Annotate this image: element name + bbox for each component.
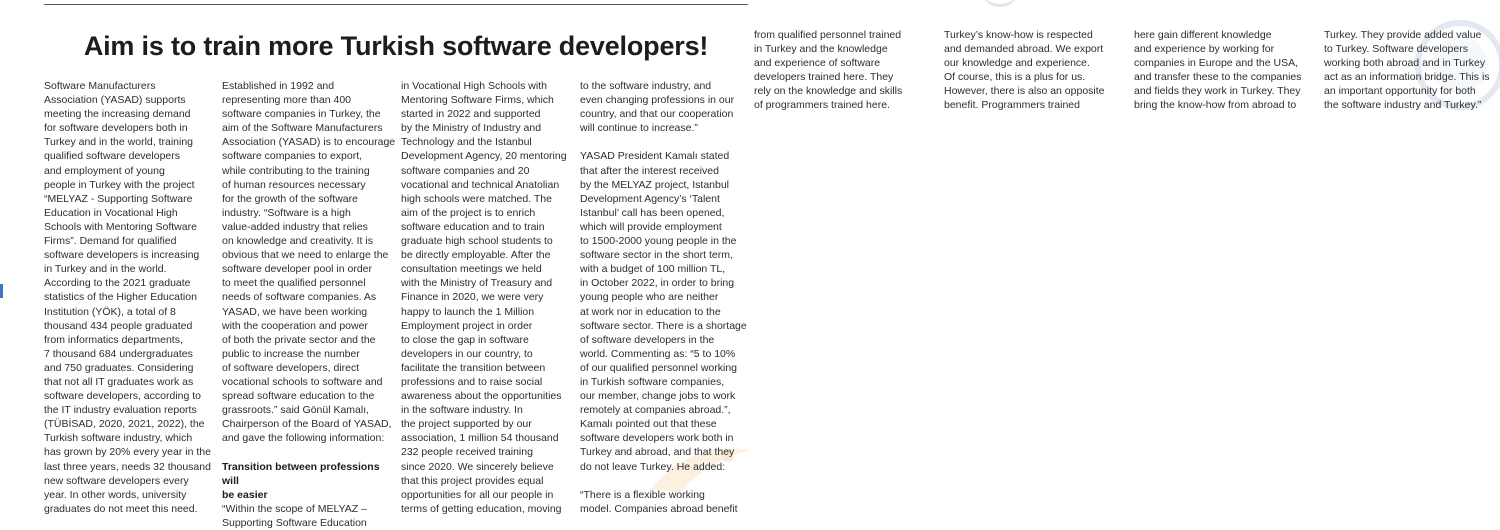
article-paragraph: Turkey. They provide added value to Turkey. Software developers working both abroad and in Turkey act as an information bridge. This is an important opportunity for both the software industry and Turkey.” xyxy=(1324,29,1490,112)
article-column-6 xyxy=(944,28,1124,128)
article-column-5 xyxy=(754,28,934,128)
article-headline: Aim is to train more Turkish software developers! xyxy=(83,31,709,61)
decorative-arc xyxy=(980,0,1020,7)
article-subheading: Transition between professions will be easier xyxy=(222,460,380,501)
article-paragraph: “Within the scope of MELYAZ – Supporting Software Education xyxy=(222,502,367,529)
paragraph-spacer xyxy=(580,135,748,149)
article-column-8 xyxy=(1324,28,1500,128)
paragraph-spacer xyxy=(580,474,748,488)
article-paragraph: Established in 1992 and representing more than 400 software companies in Turkey, the aim of the Software Manufacturers Association (YASAD) is to encourage software companies to export, while contributing to the training of human resources necessary for the growth of the software industry. “Software is a high value-added industry that relies on knowledge and creativity. It is obvious that we need to enlarge the software developer pool in order to meet the qualified personnel needs of software companies. As YASAD, we have been working with the cooperation and power of both the private sector and the public to increase the number of software developers, direct vocational schools to software and spread software education to the grassroots.” said Gönül Kamalı, Chairperson of the Board of YASAD, and gave the following information: xyxy=(222,80,396,445)
article-column-4 xyxy=(580,79,748,519)
article-paragraph: “There is a flexible working model. Companies abroad benefit xyxy=(580,488,738,515)
article-paragraph: Turkey’s know-how is respected and demanded abroad. We export our knowledge and experience. Of course, this is a plus for us. However, there is also an opposite benefit. Programmers trained xyxy=(944,29,1105,112)
article-paragraph: YASAD President Kamalı stated that after the interest received by the MELYAZ project, Istanbul Development Agency’s ‘Talent Istanbul’ call has been opened, which will provide employment to 1500-2000 young people in the software sector in the short term, with a budget of 100 million TL, in October 2022, in order to bring young people who are neither at work nor in education to the software sector. There is a shortage of software developers in the world. Commenting as: “5 to 10% of our qualified personnel working in Turkish software companies, our member, change jobs to work remotely at companies abroad.”, Kamalı pointed out that these software developers work both in Turkey and abroad, and that they do not leave Turkey. He added: xyxy=(580,150,747,473)
article-column-2 xyxy=(222,79,396,529)
article-paragraph: to the software industry, and even changing professions in our country, and that our cooperation will continue to increase.” xyxy=(580,80,735,135)
article-paragraph: Software Manufacturers Association (YASAD) supports meeting the increasing demand for software developers both in Turkey and in the world, training qualified software developers and employment of young people in Turkey with the project “MELYAZ - Supporting Software Education in Vocational High Schools with Mentoring Software Firms”. Demand for qualified software developers is increasing in Turkey and in the world. According to the 2021 graduate statistics of the Higher Education Institution (YÖK), a total of 8 thousand 434 people graduated from informatics departments, 7 thousand 684 undergraduates and 750 graduates. Considering that not all IT graduates work as software developers, according to the IT industry evaluation reports (TÜBİSAD, 2020, 2021, 2022), the Turkish software industry, which has grown by 20% every year in the last three years, needs 32 thousand new software developers every year. In other words, university graduates do not meet this need. xyxy=(44,80,211,515)
article-paragraph: here gain different knowledge and experience by working for companies in Europe and the USA, and transfer these to the companies and fields they work in Turkey. They bring the know-how from abroad to xyxy=(1134,29,1302,112)
margin-marker xyxy=(0,284,3,298)
article-column-3 xyxy=(401,79,575,519)
article-column-7 xyxy=(1134,28,1316,128)
paragraph-spacer xyxy=(222,445,396,459)
article-paragraph: from qualified personnel trained in Turkey and the knowledge and experience of software developers trained here. They rely on the knowledge and skills of programmers trained here. xyxy=(754,29,903,112)
article-column-1 xyxy=(44,79,218,519)
top-divider-rule xyxy=(44,4,748,5)
article-paragraph: in Vocational High Schools with Mentoring Software Firms, which started in 2022 and supported by the Ministry of Industry and Technology and the Istanbul Development Agency, 20 mentoring software companies and 20 vocational and technical Anatolian high schools were matched. The aim of the project is to enrich software education and to train graduate high school students to be directly employable. After the consultation meetings we held with the Ministry of Treasury and Finance in 2020, we were very happy to launch the 1 Million Employment project in order to close the gap in software developers in our country, to facilitate the transition between professions and to raise social awareness about the opportunities in the software industry. In the project supported by our association, 1 million 54 thousand 232 people received training since 2020. We sincerely believe that this project provides equal opportunities for all our people in terms of getting education, moving xyxy=(401,80,567,515)
